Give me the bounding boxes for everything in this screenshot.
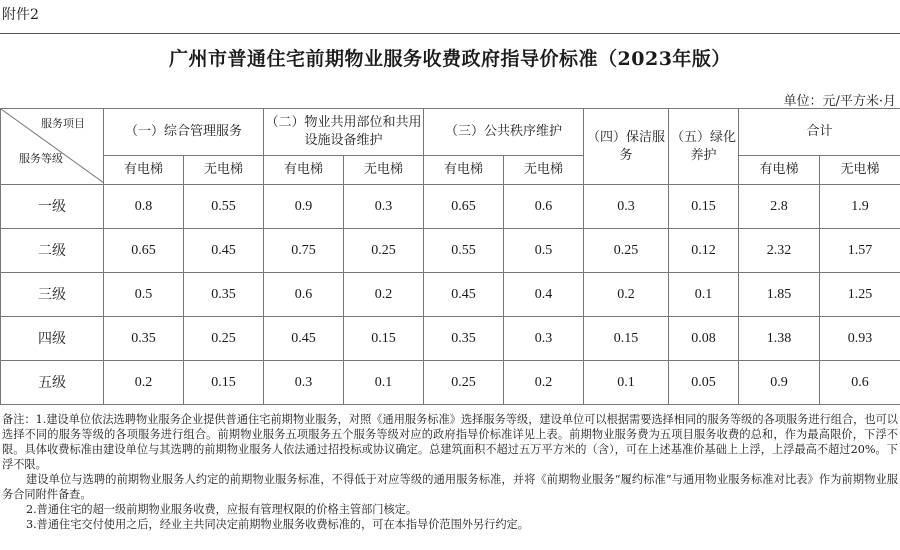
order-with-elevator-cell: 0.35 <box>424 317 504 361</box>
facility-with-elevator-cell: 0.75 <box>264 229 344 273</box>
mgmt-with-elevator-cell: 0.5 <box>104 273 184 317</box>
mgmt-with-elevator-cell: 0.65 <box>104 229 184 273</box>
table-row <box>1 361 900 405</box>
group-header-total: 合计 <box>739 109 900 156</box>
group-header-public-order: （三）公共秩序维护 <box>424 109 584 156</box>
order-with-elevator-cell: 0.55 <box>424 229 504 273</box>
facility-with-elevator-cell: 0.3 <box>264 361 344 405</box>
mgmt-with-elevator-cell: 0.8 <box>104 185 184 229</box>
greening-cell: 0.05 <box>669 361 739 405</box>
facility-with-elevator-cell: 0.45 <box>264 317 344 361</box>
total-without-elevator-cell: 0.93 <box>820 317 900 361</box>
grade-cell: 五级 <box>1 361 104 405</box>
group-header-cleaning: （四）保洁服务 <box>584 109 669 185</box>
note-2: 2.普通住宅的超一级前期物业服务收费，应报有管理权限的价格主管部门核定。 <box>26 503 418 516</box>
document-title: 广州市普通住宅前期物业服务收费政府指导价标准（2023年版） <box>169 48 731 70</box>
facility-without-elevator-cell: 0.1 <box>344 361 424 405</box>
price-table <box>0 108 900 405</box>
top-divider <box>0 33 900 34</box>
total-without-elevator-cell: 1.25 <box>820 273 900 317</box>
facility-with-elevator-cell: 0.9 <box>264 185 344 229</box>
subheader-with-elevator: 有电梯 <box>739 156 820 185</box>
total-with-elevator-cell: 2.8 <box>739 185 820 229</box>
unit-label: 单位：元/平方米·月 <box>783 94 896 109</box>
subheader-without-elevator: 无电梯 <box>504 156 584 185</box>
note-3: 3.普通住宅交付使用之后，经业主共同决定前期物业服务收费标准的，可在本指导价范围外另行约定。 <box>26 518 529 531</box>
total-without-elevator-cell: 1.57 <box>820 229 900 273</box>
grade-cell: 二级 <box>1 229 104 273</box>
order-without-elevator-cell: 0.3 <box>504 317 584 361</box>
facility-without-elevator-cell: 0.15 <box>344 317 424 361</box>
subheader-without-elevator: 无电梯 <box>184 156 264 185</box>
subheader-with-elevator: 有电梯 <box>264 156 344 185</box>
greening-cell: 0.08 <box>669 317 739 361</box>
corner-label-service-item: 服务项目 <box>41 117 85 130</box>
mgmt-with-elevator-cell: 0.35 <box>104 317 184 361</box>
header-row-elevator <box>1 156 900 185</box>
table-row <box>1 185 900 229</box>
order-without-elevator-cell: 0.4 <box>504 273 584 317</box>
corner-header-cell <box>1 109 104 185</box>
order-with-elevator-cell: 0.65 <box>424 185 504 229</box>
facility-without-elevator-cell: 0.25 <box>344 229 424 273</box>
total-without-elevator-cell: 0.6 <box>820 361 900 405</box>
greening-cell: 0.12 <box>669 229 739 273</box>
attachment-label: 附件2 <box>2 7 39 23</box>
grade-cell: 一级 <box>1 185 104 229</box>
table-row <box>1 317 900 361</box>
header-row-groups <box>1 109 900 156</box>
order-without-elevator-cell: 0.5 <box>504 229 584 273</box>
total-with-elevator-cell: 2.32 <box>739 229 820 273</box>
subheader-with-elevator: 有电梯 <box>424 156 504 185</box>
total-with-elevator-cell: 1.38 <box>739 317 820 361</box>
facility-with-elevator-cell: 0.6 <box>264 273 344 317</box>
order-with-elevator-cell: 0.45 <box>424 273 504 317</box>
greening-cell: 0.1 <box>669 273 739 317</box>
order-without-elevator-cell: 0.2 <box>504 361 584 405</box>
grade-cell: 三级 <box>1 273 104 317</box>
mgmt-without-elevator-cell: 0.45 <box>184 229 264 273</box>
greening-cell: 0.15 <box>669 185 739 229</box>
grade-cell: 四级 <box>1 317 104 361</box>
total-with-elevator-cell: 0.9 <box>739 361 820 405</box>
facility-without-elevator-cell: 0.2 <box>344 273 424 317</box>
group-header-facility-maintenance: （二）物业共用部位和共用设施设备维护 <box>264 109 424 156</box>
group-header-greening: （五）绿化养护 <box>669 109 739 185</box>
total-with-elevator-cell: 1.85 <box>739 273 820 317</box>
subheader-with-elevator: 有电梯 <box>104 156 184 185</box>
cleaning-cell: 0.15 <box>584 317 669 361</box>
note-1-continued: 建设单位与选聘的前期物业服务人约定的前期物业服务标准，不得低于对应等级的通用服务标准，并将《前期物业服务“履约标准”与通用物业服务标准对比表》作为前期物业服务合同附件备查。 <box>2 473 898 501</box>
subheader-without-elevator: 无电梯 <box>344 156 424 185</box>
note-1: 备注：1.建设单位依法选聘物业服务企业提供普通住宅前期物业服务，对照《通用服务标准》选择服务等级，建设单位可以根据需要选择相同的服务等级的各项服务进行组合，也可以选择不同的服务等级的各项服务进行组合。前期物业服务五项服务五个服务等级对应的政府指导价标准详见上表。前期物业服务费为五项目服务收费的总和，作为最高限价，下浮不限。具体收费标准由建设单位与其选聘的前期物业服务人依法通过招投标或协议确定。总建筑面积不超过五万平方米的（含），可在上述基准价基础上上浮，上浮最高不超过20%。下浮不限。 <box>2 413 898 471</box>
mgmt-without-elevator-cell: 0.35 <box>184 273 264 317</box>
subheader-without-elevator: 无电梯 <box>820 156 900 185</box>
table-row <box>1 229 900 273</box>
cleaning-cell: 0.2 <box>584 273 669 317</box>
notes-section <box>2 412 898 532</box>
cleaning-cell: 0.1 <box>584 361 669 405</box>
mgmt-without-elevator-cell: 0.55 <box>184 185 264 229</box>
cleaning-cell: 0.3 <box>584 185 669 229</box>
order-without-elevator-cell: 0.6 <box>504 185 584 229</box>
group-header-comprehensive-management: （一）综合管理服务 <box>104 109 264 156</box>
corner-label-service-grade: 服务等级 <box>19 152 63 165</box>
table-row <box>1 273 900 317</box>
mgmt-without-elevator-cell: 0.25 <box>184 317 264 361</box>
mgmt-with-elevator-cell: 0.2 <box>104 361 184 405</box>
table-body <box>1 185 900 405</box>
order-with-elevator-cell: 0.25 <box>424 361 504 405</box>
cleaning-cell: 0.25 <box>584 229 669 273</box>
facility-without-elevator-cell: 0.3 <box>344 185 424 229</box>
total-without-elevator-cell: 1.9 <box>820 185 900 229</box>
mgmt-without-elevator-cell: 0.15 <box>184 361 264 405</box>
